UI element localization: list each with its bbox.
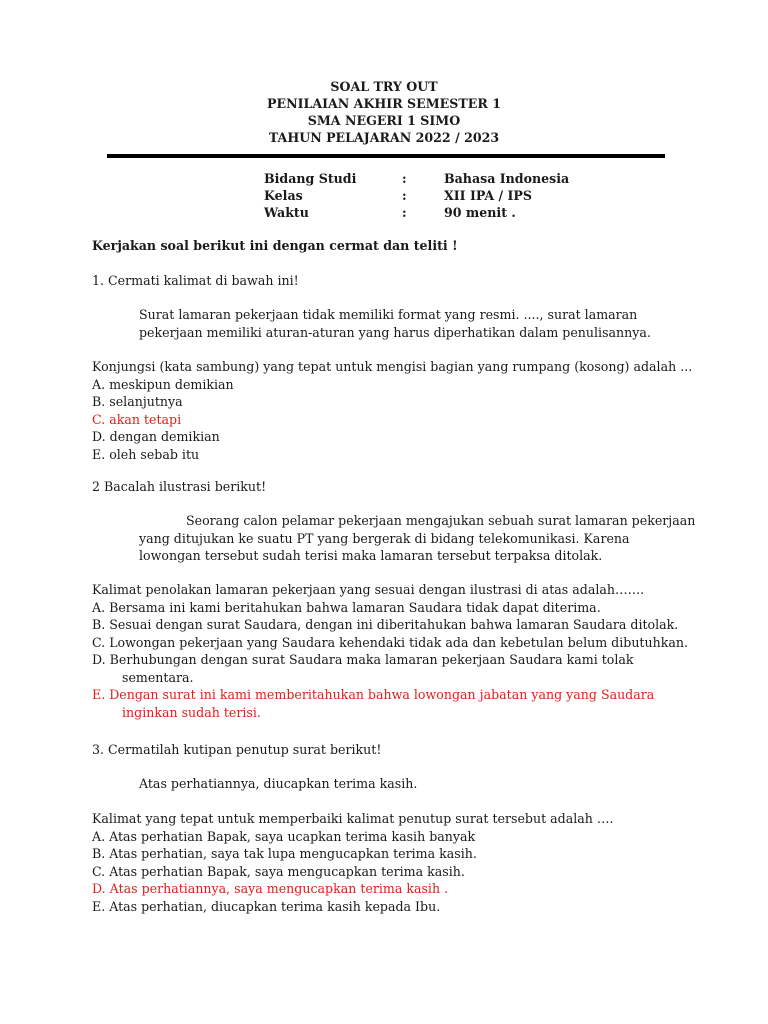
option-a: A. meskipun demikian	[92, 376, 234, 392]
class-label: Kelas	[264, 188, 303, 203]
time-label: Waktu	[264, 205, 309, 220]
question-3-prompt: 3. Cermatilah kutipan penutup surat berikut!	[92, 742, 382, 757]
option-b: B. Sesuai dengan surat Saudara, dengan ini diberitahukan bahwa lamaran Saudara ditolak.	[92, 617, 679, 632]
time-value: 90 menit .	[444, 205, 516, 220]
option-e-answer-continued: inginkan sudah terisi.	[122, 704, 261, 720]
exam-info-time	[264, 204, 569, 221]
question-3	[92, 810, 613, 915]
document-header	[0, 78, 768, 146]
header-year: TAHUN PELAJARAN 2022 / 2023	[268, 130, 500, 145]
option-d: D. Berhubungan dengan surat Saudara maka lamaran pekerjaan Saudara kami tolak	[92, 652, 634, 667]
header-exam-name: PENILAIAN AKHIR SEMESTER 1	[267, 96, 501, 111]
question-1-passage	[139, 306, 651, 341]
exam-info-subject	[264, 170, 569, 187]
class-value: XII IPA / IPS	[444, 188, 532, 203]
class-colon: :	[402, 188, 407, 203]
exam-info	[264, 170, 569, 221]
option-a: A. Bersama ini kami beritahukan bahwa lamaran Saudara tidak dapat diterima.	[92, 599, 601, 615]
passage-line: pekerjaan memiliki aturan-aturan yang harus diperhatikan dalam penulisannya.	[139, 324, 651, 340]
option-d: D. dengan demikian	[92, 429, 220, 444]
option-a: A. Atas perhatian Bapak, saya ucapkan terima kasih banyak	[92, 828, 476, 844]
question-1	[92, 358, 692, 463]
option-c-answer: C. akan tetapi	[92, 411, 182, 427]
passage-line: Seorang calon pelamar pekerjaan mengajukan sebuah surat lamaran pekerjaan	[186, 513, 696, 528]
passage-line: yang ditujukan ke suatu PT yang bergerak di bidang telekomunikasi. Karena	[139, 530, 630, 546]
question-2-text: Kalimat penolakan lamaran pekerjaan yang sesuai dengan ilustrasi di atas adalah…….	[92, 582, 645, 597]
instruction-text: Kerjakan soal berikut ini dengan cermat dan teliti !	[92, 238, 458, 253]
question-1-prompt: 1. Cermati kalimat di bawah ini!	[92, 273, 299, 288]
question-2-passage	[139, 512, 695, 565]
passage-line: lowongan tersebut sudah terisi maka lamaran tersebut terpaksa ditolak.	[139, 548, 603, 563]
option-e: E. oleh sebab itu	[92, 446, 200, 462]
header-title: SOAL TRY OUT	[330, 79, 438, 94]
option-d-answer: D. Atas perhatiannya, saya mengucapkan terima kasih .	[92, 881, 449, 896]
header-school: SMA NEGERI 1 SIMO	[307, 113, 461, 128]
passage-line: Surat lamaran pekerjaan tidak memiliki format yang resmi. ...., surat lamaran	[139, 307, 638, 322]
time-colon: :	[402, 205, 407, 220]
header-divider	[107, 154, 665, 158]
option-d-continued: sementara.	[122, 669, 194, 685]
question-3-text: Kalimat yang tepat untuk memperbaiki kalimat penutup surat tersebut adalah ….	[92, 811, 614, 826]
question-2-prompt: 2 Bacalah ilustrasi berikut!	[92, 479, 267, 494]
option-c: C. Atas perhatian Bapak, saya mengucapkan terima kasih.	[92, 863, 465, 879]
option-e: E. Atas perhatian, diucapkan terima kasih kepada Ibu.	[92, 898, 441, 914]
option-b: B. Atas perhatian, saya tak lupa mengucapkan terima kasih.	[92, 846, 477, 861]
subject-colon: :	[402, 171, 407, 186]
subject-label: Bidang Studi	[264, 171, 357, 186]
option-c: C. Lowongan pekerjaan yang Saudara kehendaki tidak ada dan kebetulan belum dibutuhkan.	[92, 634, 688, 650]
option-e-answer: E. Dengan surat ini kami memberitahukan bahwa lowongan jabatan yang yang Saudara	[92, 687, 655, 702]
subject-value: Bahasa Indonesia	[444, 171, 570, 186]
exam-info-class	[264, 187, 569, 204]
option-b: B. selanjutnya	[92, 394, 183, 409]
question-1-text: Konjungsi (kata sambung) yang tepat untuk mengisi bagian yang rumpang (kosong) adalah ...	[92, 359, 693, 374]
question-3-passage: Atas perhatiannya, diucapkan terima kasih.	[139, 776, 418, 791]
question-2	[92, 581, 688, 721]
